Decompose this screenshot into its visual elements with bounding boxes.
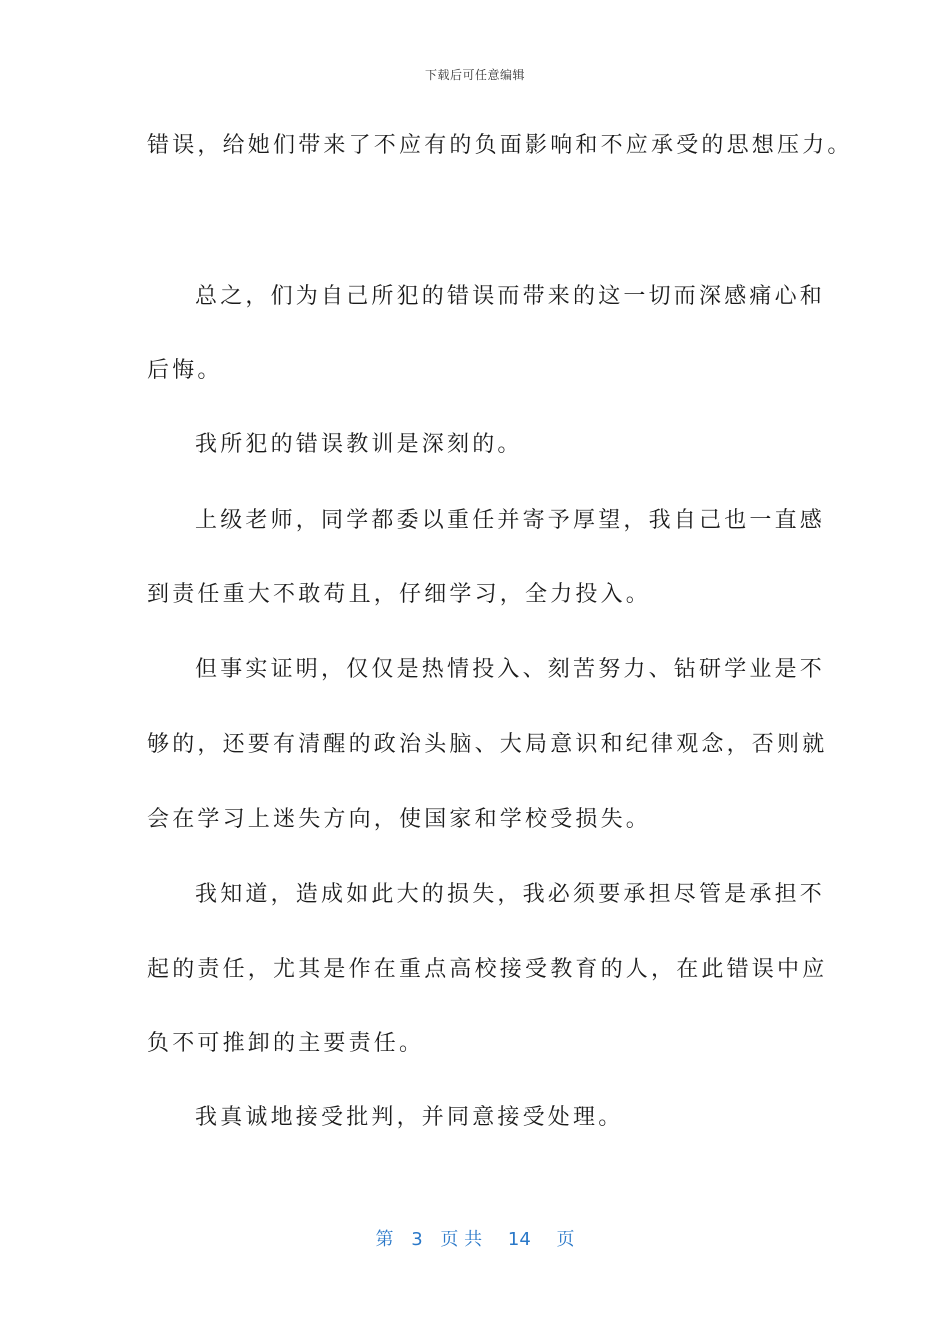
text-line: 我所犯的错误教训是深刻的。 <box>195 432 523 457</box>
footer-prefix: 第 <box>375 1229 394 1250</box>
text-line: 后悔。 <box>147 358 223 383</box>
text-line: 会在学习上迷失方向，使国家和学校受损失。 <box>147 807 652 832</box>
text-line: 但事实证明，仅仅是热情投入、刻苦努力、钻研学业是不 <box>195 657 826 682</box>
total-page-count: 14 <box>507 1229 531 1250</box>
text-line: 我知道，造成如此大的损失，我必须要承担尽管是承担不 <box>195 882 826 907</box>
text-line: 错误，给她们带来了不应有的负面影响和不应承受的思想压力。 <box>147 133 853 158</box>
text-line: 我真诚地接受批判，并同意接受处理。 <box>195 1105 624 1130</box>
text-line: 够的，还要有清醒的政治头脑、大局意识和纪律观念，否则就 <box>147 732 828 757</box>
page-header: 下载后可任意编辑 <box>424 68 525 82</box>
text-line: 总之，们为自己所犯的错误而带来的这一切而深感痛心和 <box>195 284 826 309</box>
text-line: 负不可推卸的主要责任。 <box>147 1031 425 1056</box>
current-page-number: 3 <box>411 1229 423 1250</box>
text-line: 到责任重大不敢苟且，仔细学习，全力投入。 <box>147 582 652 607</box>
footer-middle: 页 共 <box>440 1229 483 1250</box>
text-line: 上级老师，同学都委以重任并寄予厚望，我自己也一直感 <box>195 508 826 533</box>
text-line: 起的责任，尤其是作在重点高校接受教育的人，在此错误中应 <box>147 957 828 982</box>
page-footer <box>0 1225 950 1251</box>
footer-suffix: 页 <box>556 1229 575 1250</box>
